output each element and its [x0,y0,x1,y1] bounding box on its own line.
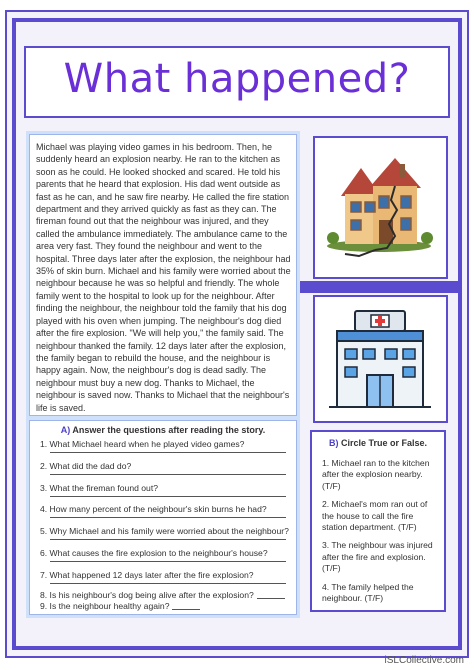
question-item [40,568,292,590]
answer-line[interactable] [50,474,286,475]
questions-letter: A) [60,425,71,435]
answer-blank[interactable] [172,609,200,610]
question-text: 6. What causes the fire explosion to the neighbour's house? [40,547,268,558]
true-false-item[interactable]: 3. The neighbour was injured after the fire and explosion. (T/F) [322,540,433,574]
question-item [40,590,292,602]
hospital-image-panel [313,295,448,423]
title-box [24,46,450,118]
questions-heading [30,425,296,435]
answer-line[interactable] [50,496,286,497]
true-false-heading-text: Circle True or False. [340,438,428,448]
cracked-house-icon [315,138,446,277]
page-title: What happened? [63,56,411,102]
answer-line[interactable] [50,583,286,584]
true-false-item[interactable]: 4. The family helped the neighbour. (T/F) [322,581,414,604]
answer-line[interactable] [50,452,286,453]
true-false-heading [312,438,444,448]
question-text: 7. What happened 12 days later after the fire explosion? [40,569,254,580]
true-false-panel [310,430,446,612]
question-text: 5. Why Michael and his family were worried about the neighbour? [40,526,289,537]
question-text: 1. What Michael heard when he played video games? [40,439,245,449]
answer-line[interactable] [50,561,286,562]
story-panel [29,134,297,416]
question-text: 4. How many percent of the neighbour's skin burns he had? [40,504,267,515]
questions-panel [29,420,297,615]
question-text: 3. What the fireman found out? [40,482,158,493]
answer-blank[interactable] [257,598,285,599]
question-text: 8. Is his neighbour's dog being alive after the explosion? [40,589,254,600]
watermark: iSLCollective.com [384,655,464,666]
answer-line[interactable] [50,517,286,518]
question-text: 2. What did the dad do? [40,460,132,471]
questions-heading-text: Answer the questions after reading the story. [72,425,266,435]
question-item [40,459,292,481]
house-image-panel [313,136,448,279]
true-false-item[interactable]: 2. Michael's mom ran out of the house to call the fire station department. (T/F) [322,499,428,533]
answer-line[interactable] [50,539,286,540]
story-text: Michael was playing video games in his bedroom. Then, he suddenly heard an explosion nearby. He ran to the kitchen as soon as he could. He looked shocked and scared. He told his parents that he heard that explosion. His dad went outside as fast as he can, and he saw fire nearby. He called the fire station department and they arrived quickly as fast as they can. The fireman found out that the neighbour was injured, and they called the ambulance immediately. The ambulance came to the area very fast. They found the neighbour and went to the hospital. Three days later after the explosion, the neighbour had 35% of skin burn. Michael and his family were worried about the neighbour because he was so helpful and friendly. The whole family went to the hospital to look up for the neighbour. After finding the neighbour, the neighbour told the family that his dog played with his oven when jumping. The neighbour's dog died after the fire explosion. "We will help you," the family said. The neighbour thanked the family. 12 days later after the explosion, the family began to rebuild the house, and the neighbour is happy again. Now, the neighbour's dog is dead sadly. The neighbour must buy a new dog. Thanks to Michael, the neighbour is saved now. Thanks to Michael that the neighbour's life is saved. [36,142,291,413]
question-item [40,524,292,546]
question-item [40,502,292,524]
question-item [40,481,292,503]
question-item [40,601,292,613]
question-item [40,437,292,459]
question-item [40,546,292,568]
question-text: 9. Is the neighbour healthy again? [40,601,170,612]
true-false-list [322,458,436,611]
questions-list [40,437,292,613]
true-false-letter: B) [328,438,339,448]
hospital-icon [315,297,446,421]
true-false-item[interactable]: 1. Michael ran to the kitchen after the explosion nearby. (T/F) [322,458,430,491]
divider-band [300,281,462,293]
